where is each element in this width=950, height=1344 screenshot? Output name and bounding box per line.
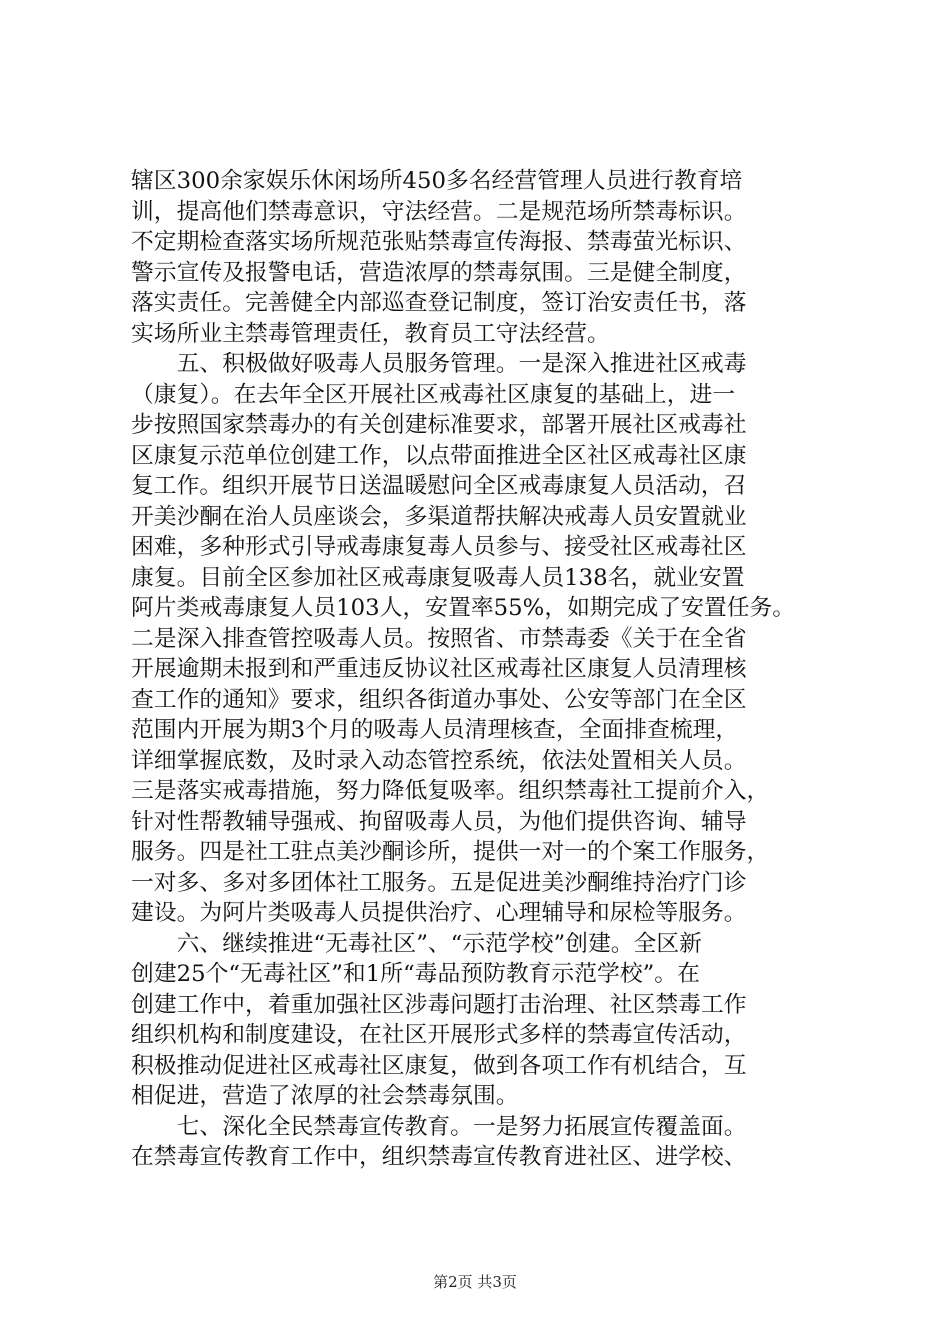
text-line: 困难，多种形式引导戒毒康复毒人员参与、接受社区戒毒社区 [131,534,747,560]
text-line: 三是落实戒毒措施，努力降低复吸率。组织禁毒社工提前介入， [131,778,770,804]
text-line: 阿片类戒毒康复人员103人，安置率55%，如期完成了安置任务。 [131,595,796,621]
text-line: 训，提高他们禁毒意识，守法经营。二是规范场所禁毒标识。 [131,198,747,225]
text-line: 针对性帮教辅导强戒、拘留吸毒人员，为他们提供咨询、辅导 [131,808,747,835]
text-line: 创建25个“无毒社区”和1所“毒品预防教育示范学校”。在 [131,961,700,987]
text-line: 创建工作中，着重加强社区涉毒问题打击治理、社区禁毒工作 [131,991,747,1018]
text-line: 五、积极做好吸毒人员服务管理。一是深入推进社区戒毒 [131,351,747,377]
text-line: 步按照国家禁毒办的有关创建标准要求，部署开展社区戒毒社 [131,412,747,438]
text-line: 一对多、多对多团体社工服务。五是促进美沙酮维持治疗门诊 [131,869,747,896]
text-line: 复工作。组织开展节日送温暖慰问全区戒毒康复人员活动，召 [131,473,747,499]
text-line: 组织机构和制度建设，在社区开展形式多样的禁毒宣传活动， [131,1022,747,1048]
text-line: 不定期检查落实场所规范张贴禁毒宣传海报、禁毒萤光标识、 [131,229,747,255]
text-line: 二是深入排查管控吸毒人员。按照省、市禁毒委《关于在全省 [131,625,747,652]
text-line: 开美沙酮在治人员座谈会，多渠道帮扶解决戒毒人员安置就业 [131,503,747,530]
text-line: 六、继续推进“无毒社区”、“示范学校”创建。全区新 [131,930,702,957]
text-line: 范围内开展为期3个月的吸毒人员清理核查，全面排查梳理， [131,717,739,743]
text-line: 辖区300余家娱乐休闲场所450多名经营管理人员进行教育培 [131,168,743,194]
text-line: 查工作的通知》要求，组织各街道办事处、公安等部门在全区 [131,686,747,713]
text-line: 实场所业主禁毒管理责任，教育员工守法经营。 [131,320,610,347]
text-line: 详细掌握底数，及时录入动态管控系统，依法处置相关人员。 [131,747,747,774]
text-line: 在禁毒宣传教育工作中，组织禁毒宣传教育进社区、进学校、 [131,1144,747,1170]
text-line: 区康复示范单位创建工作，以点带面推进全区社区戒毒社区康 [131,442,747,469]
text-line: 建设。为阿片类吸毒人员提供治疗、心理辅导和尿检等服务。 [131,900,747,926]
text-line: 七、深化全民禁毒宣传教育。一是努力拓展宣传覆盖面。 [131,1113,747,1140]
document-body [131,166,831,1173]
page-number-footer: 第2页 共3页 [433,1273,517,1291]
text-line: 康复。目前全区参加社区戒毒康复吸毒人员138名，就业安置 [131,564,745,591]
text-line: 服务。四是社工驻点美沙酮诊所，提供一对一的个案工作服务， [131,839,770,865]
text-line: 落实责任。完善健全内部巡查登记制度，签订治安责任书，落 [131,290,747,316]
text-line: 警示宣传及报警电话，营造浓厚的禁毒氛围。三是健全制度， [131,259,747,286]
text-line: 积极推动促进社区戒毒社区康复，做到各项工作有机结合，互 [131,1052,747,1079]
text-line: （康复）。在去年全区开展社区戒毒社区康复的基础上，进一 [131,381,736,408]
text-line: 相促进，营造了浓厚的社会禁毒氛围。 [131,1083,519,1109]
text-line: 开展逾期未报到和严重违反协议社区戒毒社区康复人员清理核 [131,656,747,682]
